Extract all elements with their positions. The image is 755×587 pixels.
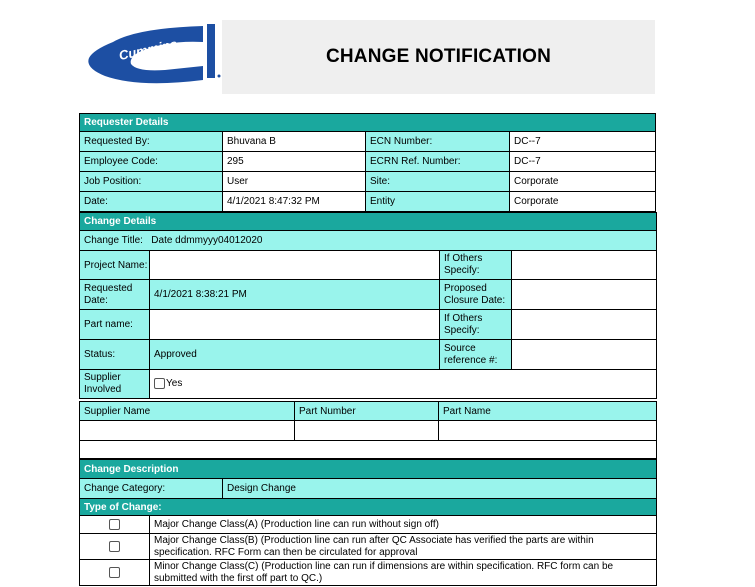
part-name-label: Part name: <box>80 310 150 340</box>
part-number-header: Part Number <box>295 402 439 421</box>
part-name-header: Part Name <box>439 402 657 421</box>
date-label: Date: <box>80 192 223 212</box>
date-value: 4/1/2021 8:47:32 PM <box>223 192 366 212</box>
supplier-involved-cell <box>150 370 657 399</box>
site-label: Site: <box>366 172 510 192</box>
supplier-spacer-row <box>80 441 657 459</box>
part-number-cell <box>295 421 439 441</box>
change-description-heading: Change Description <box>80 460 657 479</box>
job-position-label: Job Position: <box>80 172 223 192</box>
employee-code-label: Employee Code: <box>80 152 223 172</box>
entity-value: Corporate <box>510 192 656 212</box>
class-b-label: Major Change Class(B) (Production line can run after QC Associate has verified the parts are within specification. RFC Form can then be circulated for approval <box>150 534 657 560</box>
requested-date-value: 4/1/2021 8:38:21 PM <box>150 280 440 310</box>
job-position-value: User <box>223 172 366 192</box>
change-description-table <box>79 459 657 499</box>
supplier-name-header: Supplier Name <box>80 402 295 421</box>
class-b-checkbox-cell <box>80 534 150 560</box>
requested-date-label: Requested Date: <box>80 280 150 310</box>
svg-text:Cummins: Cummins <box>117 36 179 64</box>
ecrn-label: ECRN Ref. Number: <box>366 152 510 172</box>
change-category-label: Change Category: <box>80 479 223 499</box>
requester-details-table <box>79 113 656 212</box>
class-a-checkbox[interactable] <box>109 519 120 530</box>
change-category-value: Design Change <box>223 479 657 499</box>
supplier-table <box>79 401 657 459</box>
proposed-closure-label: Proposed Closure Date: <box>440 280 512 310</box>
change-title-value: Date ddmmyyy04012020 <box>151 235 263 246</box>
ecn-number-value: DC--7 <box>510 132 656 152</box>
change-details-heading: Change Details <box>80 213 657 231</box>
source-ref-value <box>512 340 657 370</box>
source-ref-label: Source reference #: <box>440 340 512 370</box>
project-name-label: Project Name: <box>80 251 150 280</box>
class-c-checkbox[interactable] <box>109 567 120 578</box>
page-title: CHANGE NOTIFICATION <box>222 20 655 94</box>
entity-label: Entity <box>366 192 510 212</box>
requested-by-value: Bhuvana B <box>223 132 366 152</box>
class-c-checkbox-cell <box>80 560 150 586</box>
status-value: Approved <box>150 340 440 370</box>
ecrn-value: DC--7 <box>510 152 656 172</box>
change-title-row <box>80 231 657 251</box>
if-others-value-1 <box>512 251 657 280</box>
site-value: Corporate <box>510 172 656 192</box>
header <box>79 20 655 94</box>
if-others-label-1: If Others Specify: <box>440 251 512 280</box>
ecn-number-label: ECN Number: <box>366 132 510 152</box>
change-title-label: Change Title: <box>84 235 143 246</box>
employee-code-value: 295 <box>223 152 366 172</box>
proposed-closure-value <box>512 280 657 310</box>
supplier-involved-label: Supplier Involved <box>80 370 150 399</box>
company-logo <box>79 20 222 94</box>
status-label: Status: <box>80 340 150 370</box>
if-others-value-2 <box>512 310 657 340</box>
if-others-label-2: If Others Specify: <box>440 310 512 340</box>
requester-details-heading: Requester Details <box>80 114 656 132</box>
supplier-yes-label: Yes <box>166 378 183 390</box>
project-name-value <box>150 251 440 280</box>
class-b-checkbox[interactable] <box>109 541 120 552</box>
class-a-label: Major Change Class(A) (Production line can run without sign off) <box>150 516 657 534</box>
part-name-cell <box>439 421 657 441</box>
cummins-logo-icon <box>79 20 222 94</box>
type-of-change-heading: Type of Change: <box>80 499 657 516</box>
type-of-change-table <box>79 498 657 586</box>
supplier-yes-checkbox[interactable] <box>154 378 165 389</box>
class-c-label: Minor Change Class(C) (Production line can run if dimensions are within specification. RFC form can be submitted with the first off part to QC.) <box>150 560 657 586</box>
supplier-name-cell <box>80 421 295 441</box>
change-details-table <box>79 212 657 399</box>
class-a-checkbox-cell <box>80 516 150 534</box>
part-name-value <box>150 310 440 340</box>
requested-by-label: Requested By: <box>80 132 223 152</box>
